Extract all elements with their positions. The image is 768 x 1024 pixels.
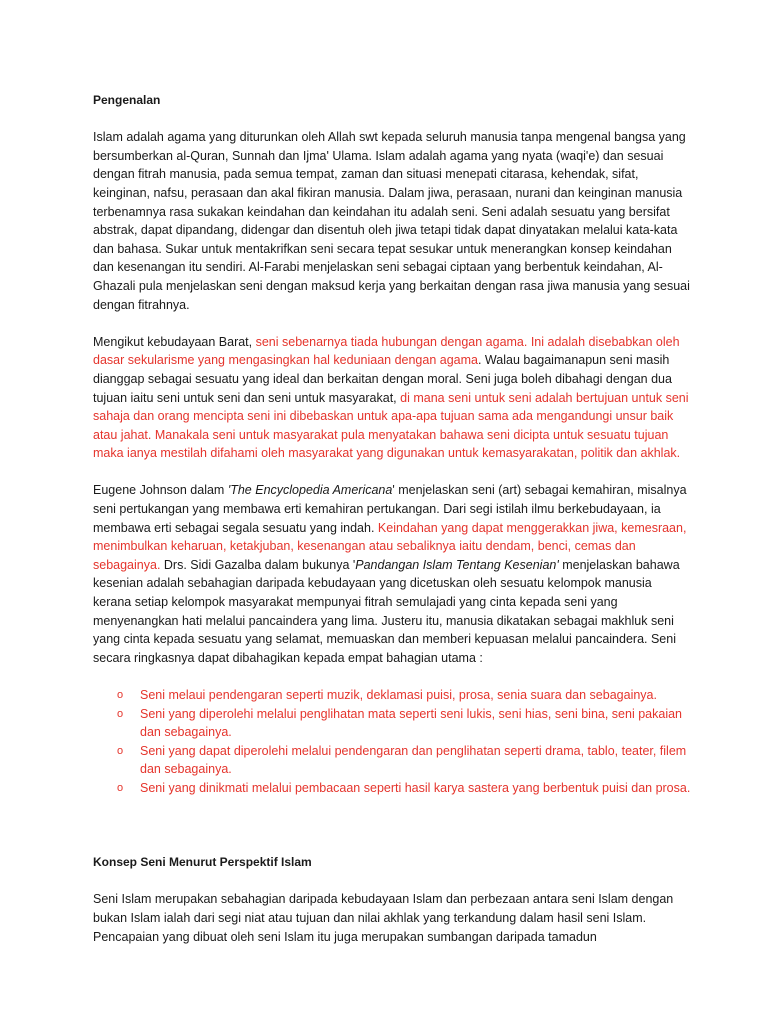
- highlighted-run: Keindahan yang dapat menggerakkan jiwa, kemesraan, menimbulkan keharuan, ketakjuban, kesenangan atau sebaliknya iaitu dendam, benci, cemas dan sebagainya.: [93, 520, 687, 572]
- list-item: [93, 686, 693, 705]
- bullet-marker: o: [117, 707, 124, 720]
- bullet-list: [93, 686, 693, 798]
- text-run: Mengikut kebudayaan Barat,: [93, 334, 256, 349]
- text-run: Drs. Sidi Gazalba dalam bukunya ': [160, 557, 356, 572]
- italic-title-run: Pandangan Islam Tentang Kesenian': [355, 557, 559, 572]
- paragraph-seni-islam: Seni Islam merupakan sebahagian daripada kebudayaan Islam dan perbezaan antara seni Islam dengan bukan Islam ialah dari segi niat atau tujuan dan nilai akhlak yang terkandung dalam hasil seni Islam. Pencapaian yang dibuat oleh seni Islam itu juga merupakan sumbangan daripada tamadun: [93, 892, 674, 944]
- list-item-text: Seni yang dinikmati melalui pembacaan seperti hasil karya sastera yang berbentuk puisi dan prosa.: [140, 780, 691, 795]
- text-run: . Walau bagaimanapun seni masih dianggap sebagai sesuatu yang ideal dan berkaitan dengan moral. Seni juga boleh dibahagi dengan dua tujuan iaitu seni untuk seni dan seni untuk masyarakat,: [93, 353, 672, 405]
- paragraph-intro: Islam adalah agama yang diturunkan oleh Allah swt kepada seluruh manusia tanpa mengenal bangsa yang bersumberkan al-Quran, Sunnah dan Ijma' Ulama. Islam adalah agama yang nyata (waqi'e) dan sesuai dengan fitrah manusia, pada semua tempat, zaman dan situasi menepati citarasa, kehendak, sifat, keinginan, nafsu, perasaan dan akal fikiran manusia. Dalam jiwa, perasaan, nurani dan keinginan manusia terbenamnya rasa sukakan keindahan dan keindahan itu adalah seni. Seni adalah sesuatu yang bersifat abstrak, dapat dipandang, didengar dan disentuh oleh jiwa tetapi tidak dapat dinyatakan melalui kata-kata dan bahasa. Sukar untuk mentakrifkan seni secara tepat sesukar untuk menerangkan konsep keindahan dan kesenangan itu sendiri. Al-Farabi menjelaskan seni sebagai ciptaan yang berbentuk keindahan, Al-Ghazali pula menjelaskan seni dengan maksud kerja yang berkaitan dengan rasa jiwa manusia yang sesuai dengan fitrahnya.: [93, 130, 690, 312]
- italic-title-run: 'The Encyclopedia Americana: [227, 483, 393, 498]
- highlighted-run: seni sebenarnya tiada hubungan dengan agama. Ini adalah disebabkan oleh dasar sekularisme yang mengasingkan hal keduniaan dengan agama: [93, 334, 680, 368]
- document-content: [93, 91, 693, 946]
- list-item-text: Seni yang diperolehi melalui penglihatan mata seperti seni lukis, seni hias, seni bina, seni pakaian dan sebagainya.: [140, 706, 682, 740]
- paragraph-barat: [93, 333, 693, 463]
- list-item-text: Seni melaui pendengaran seperti muzik, deklamasi puisi, prosa, senia suara dan sebagainya.: [140, 688, 657, 702]
- list-item: [93, 705, 693, 742]
- bullet-marker: o: [117, 781, 124, 794]
- list-item: [93, 779, 693, 798]
- heading-pengenalan: Pengenalan: [93, 93, 161, 107]
- list-item: [93, 742, 693, 779]
- text-run: Eugene Johnson dalam: [93, 483, 228, 498]
- list-item-text: Seni yang dapat diperolehi melalui pendengaran dan penglihatan seperti drama, tablo, teater, filem dan sebagainya.: [140, 743, 687, 777]
- bullet-marker: o: [117, 744, 124, 757]
- text-run: menjelaskan bahawa kesenian adalah sebahagian daripada kebudayaan yang dicetuskan oleh sesuatu kelompok manusia kerana setiap kelompok masyarakat mempunyai fitrah semulajadi yang cinta kepada seni yang menyenangkan hati melalui pancaindera yang lima. Justeru itu, manusia dikatakan sebagai makhluk seni yang cinta kepada sesuatu yang selamat, memuaskan dan memberi kepuasan melalui pancaindera. Seni secara ringkasnya dapat dibahagikan kepada empat bahagian utama :: [93, 557, 680, 665]
- text-run: ' menjelaskan seni (art) sebagai kemahiran, misalnya seni pertukangan yang membawa erti kemahiran pertukangan. Dari segi istilah ilmu berkebudayaan, ia membawa erti sebagai segala sesuatu yang indah.: [93, 483, 687, 535]
- paragraph-johnson: [93, 481, 693, 667]
- highlighted-run: di mana seni untuk seni adalah bertujuan untuk seni sahaja dan orang mencipta seni ini dibebaskan untuk apa-apa tujuan sama ada mengandungi unsur baik atau jahat. Manakala seni untuk masyarakat pula menyatakan bahawa seni dicipta untuk sesuatu tujuan maka ianya mestilah difahami oleh masyarakat yang digunakan untuk kemasyarakatan, politik dan akhlak.: [93, 390, 689, 461]
- heading-konsep-seni: Konsep Seni Menurut Perspektif Islam: [93, 855, 312, 870]
- bullet-marker: o: [117, 689, 124, 701]
